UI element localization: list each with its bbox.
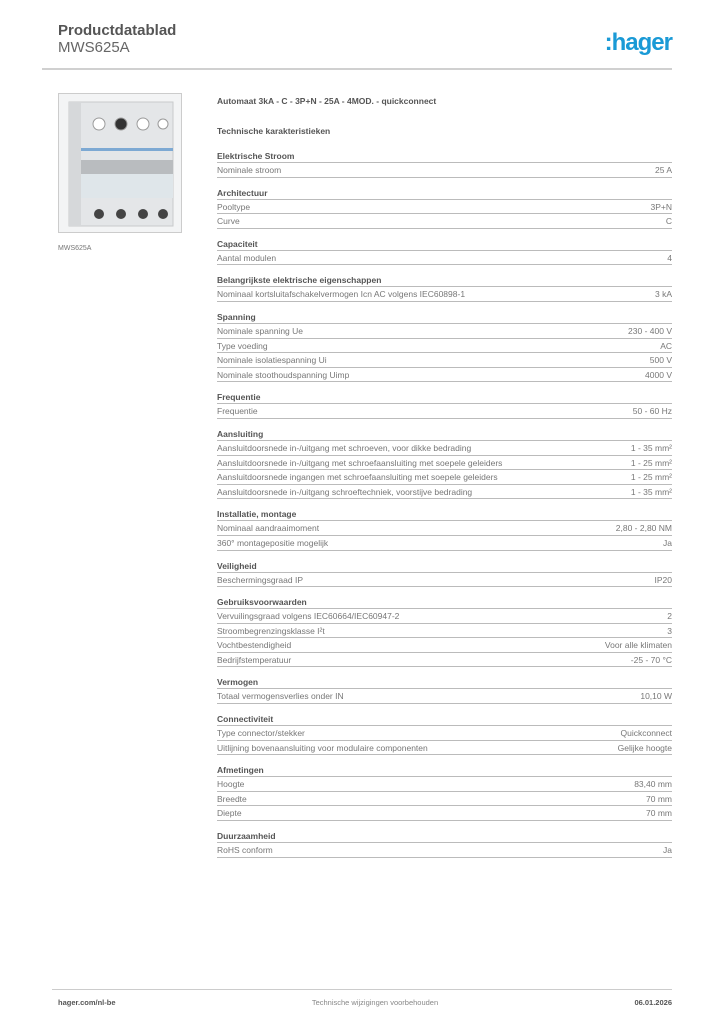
- section-title: Architectuur: [217, 188, 672, 200]
- spec-label: Aantal modulen: [217, 252, 277, 263]
- spec-label: Nominale isolatiespanning Ui: [217, 355, 327, 366]
- section-title: Aansluiting: [217, 429, 672, 441]
- spec-value: 70 mm: [646, 808, 672, 819]
- spec-value: 50 - 60 Hz: [632, 406, 672, 417]
- spec-label: Totaal vermogensverlies onder IN: [217, 691, 344, 702]
- spec-label: Type voeding: [217, 340, 268, 351]
- circuit-breaker-icon: [59, 94, 181, 232]
- spec-section: [217, 429, 672, 499]
- spec-row: [217, 792, 672, 807]
- spec-label: 360° montagepositie mogelijk: [217, 537, 329, 548]
- spec-row: [217, 456, 672, 471]
- spec-label: Beschermingsgraad IP: [217, 574, 303, 585]
- section-title: Elektrische Stroom: [217, 151, 672, 163]
- tech-heading: Technische karakteristieken: [217, 126, 331, 136]
- spec-row: [217, 200, 672, 215]
- section-title: Spanning: [217, 312, 672, 324]
- spec-value: 4: [667, 252, 672, 263]
- spec-row: [217, 843, 672, 858]
- spec-value: C: [665, 216, 672, 227]
- spec-section: [217, 765, 672, 821]
- spec-value: 1 - 25 mm²: [630, 457, 672, 468]
- spec-section: [217, 561, 672, 588]
- image-caption: MWS625A: [58, 245, 92, 252]
- spec-row: [217, 653, 672, 668]
- hager-logo: :hager: [604, 29, 672, 56]
- spec-row: [217, 339, 672, 354]
- spec-row: [217, 353, 672, 368]
- section-title: Frequentie: [217, 392, 672, 404]
- section-title: Connectiviteit: [217, 714, 672, 726]
- spec-label: Aansluitdoorsnede ingangen met schroefaansluiting met soepele geleiders: [217, 472, 498, 483]
- spec-value: 1 - 35 mm²: [630, 442, 672, 453]
- spec-section: [217, 312, 672, 382]
- spec-label: Curve: [217, 216, 240, 227]
- spec-label: Aansluitdoorsnede in-/uitgang met schroeven, voor dikke bedrading: [217, 442, 472, 453]
- spec-section: [217, 239, 672, 266]
- spec-value: 1 - 25 mm²: [630, 472, 672, 483]
- section-title: Installatie, montage: [217, 509, 672, 521]
- spec-label: RoHS conform: [217, 845, 273, 856]
- spec-label: Uitlijning bovenaansluiting voor modulaire componenten: [217, 742, 428, 753]
- spec-value: 3 kA: [654, 289, 672, 300]
- spec-label: Type connector/stekker: [217, 728, 305, 739]
- spec-label: Frequentie: [217, 406, 258, 417]
- section-title: Belangrijkste elektrische eigenschappen: [217, 275, 672, 287]
- footer-divider: [52, 989, 672, 990]
- spec-row: [217, 251, 672, 266]
- spec-label: Nominale stroom: [217, 165, 282, 175]
- spec-row: [217, 521, 672, 536]
- spec-label: Bedrijfstemperatuur: [217, 654, 292, 665]
- spec-value: 2,80 - 2,80 NM: [615, 523, 672, 534]
- spec-row: [217, 214, 672, 229]
- spec-value: AC: [660, 340, 672, 351]
- product-code: MWS625A: [58, 39, 130, 56]
- section-title: Vermogen: [217, 677, 672, 689]
- spec-section: [217, 188, 672, 229]
- section-title: Capaciteit: [217, 239, 672, 251]
- spec-row: [217, 726, 672, 741]
- spec-value: 83,40 mm: [634, 779, 672, 790]
- spec-label: Diepte: [217, 808, 242, 819]
- spec-value: 3P+N: [650, 201, 672, 212]
- spec-row: [217, 777, 672, 792]
- spec-row: [217, 638, 672, 653]
- spec-sections: [217, 151, 672, 858]
- spec-row: [217, 287, 672, 302]
- spec-row: [217, 624, 672, 639]
- spec-value: 25 A: [654, 165, 672, 175]
- spec-value: 10,10 W: [640, 691, 672, 702]
- spec-value: 1 - 35 mm²: [630, 486, 672, 497]
- spec-label: Vervuilingsgraad volgens IEC60664/IEC60947-2: [217, 611, 400, 622]
- header-divider: [42, 68, 672, 70]
- spec-label: Nominaal aandraaimoment: [217, 523, 320, 534]
- spec-value: 2: [667, 611, 672, 622]
- spec-label: Vochtbestendigheid: [217, 640, 292, 651]
- section-title: Veiligheid: [217, 561, 672, 573]
- spec-label: Nominale stoothoudspanning Uimp: [217, 369, 350, 380]
- spec-row: [217, 609, 672, 624]
- spec-row: [217, 368, 672, 383]
- spec-row: [217, 324, 672, 339]
- spec-section: [217, 714, 672, 755]
- spec-section: [217, 597, 672, 667]
- spec-label: Nominale spanning Ue: [217, 325, 303, 336]
- spec-row: [217, 536, 672, 551]
- spec-value: -25 - 70 °C: [630, 654, 672, 665]
- footer-notice: Technische wijzigingen voorbehouden: [311, 998, 439, 1007]
- footer: [58, 998, 672, 1007]
- spec-section: [217, 151, 672, 178]
- spec-value: Voor alle klimaten: [604, 640, 672, 651]
- spec-label: Hoogte: [217, 779, 245, 790]
- section-title: Duurzaamheid: [217, 831, 672, 843]
- spec-section: [217, 275, 672, 302]
- spec-value: 3: [667, 625, 672, 636]
- spec-section: [217, 509, 672, 550]
- spec-section: [217, 831, 672, 858]
- spec-label: Breedte: [217, 793, 247, 804]
- spec-label: Pooltype: [217, 201, 251, 212]
- spec-row: [217, 441, 672, 456]
- spec-content: [217, 96, 672, 868]
- spec-row: [217, 573, 672, 588]
- product-description: Automaat 3kA - C - 3P+N - 25A - 4MOD. - quickconnect: [217, 96, 437, 106]
- spec-label: Aansluitdoorsnede in-/uitgang schroeftechniek, voorstijve bedrading: [217, 486, 473, 497]
- spec-row: [217, 470, 672, 485]
- spec-value: IP20: [654, 574, 672, 585]
- spec-row: [217, 689, 672, 704]
- document-header: [58, 22, 176, 56]
- spec-value: 500 V: [649, 355, 672, 366]
- footer-date: 06.01.2026: [634, 998, 672, 1007]
- spec-section: [217, 392, 672, 419]
- section-title: Gebruiksvoorwaarden: [217, 597, 672, 609]
- spec-label: Aansluitdoorsnede in-/uitgang met schroefaansluiting met soepele geleiders: [217, 457, 503, 468]
- spec-row: [217, 741, 672, 756]
- spec-label: Stroombegrenzingsklasse I²t: [217, 625, 325, 636]
- product-image: [58, 93, 182, 233]
- spec-row: [217, 163, 672, 178]
- spec-label: Nominaal kortsluitafschakelvermogen Icn AC volgens IEC60898-1: [217, 289, 466, 300]
- spec-row: [217, 404, 672, 419]
- spec-value: 4000 V: [645, 369, 672, 380]
- spec-value: Gelijke hoogte: [617, 742, 672, 753]
- spec-value: 230 - 400 V: [628, 325, 672, 336]
- spec-value: Quickconnect: [620, 728, 672, 739]
- page-title: Productdatablad: [58, 22, 177, 39]
- spec-section: [217, 677, 672, 704]
- section-title: Afmetingen: [217, 765, 672, 777]
- spec-row: [217, 806, 672, 821]
- footer-website-link[interactable]: hager.com/nl-be: [58, 998, 116, 1007]
- spec-value: 70 mm: [646, 793, 672, 804]
- spec-row: [217, 485, 672, 500]
- spec-value: Ja: [663, 537, 672, 548]
- spec-value: Ja: [663, 845, 672, 856]
